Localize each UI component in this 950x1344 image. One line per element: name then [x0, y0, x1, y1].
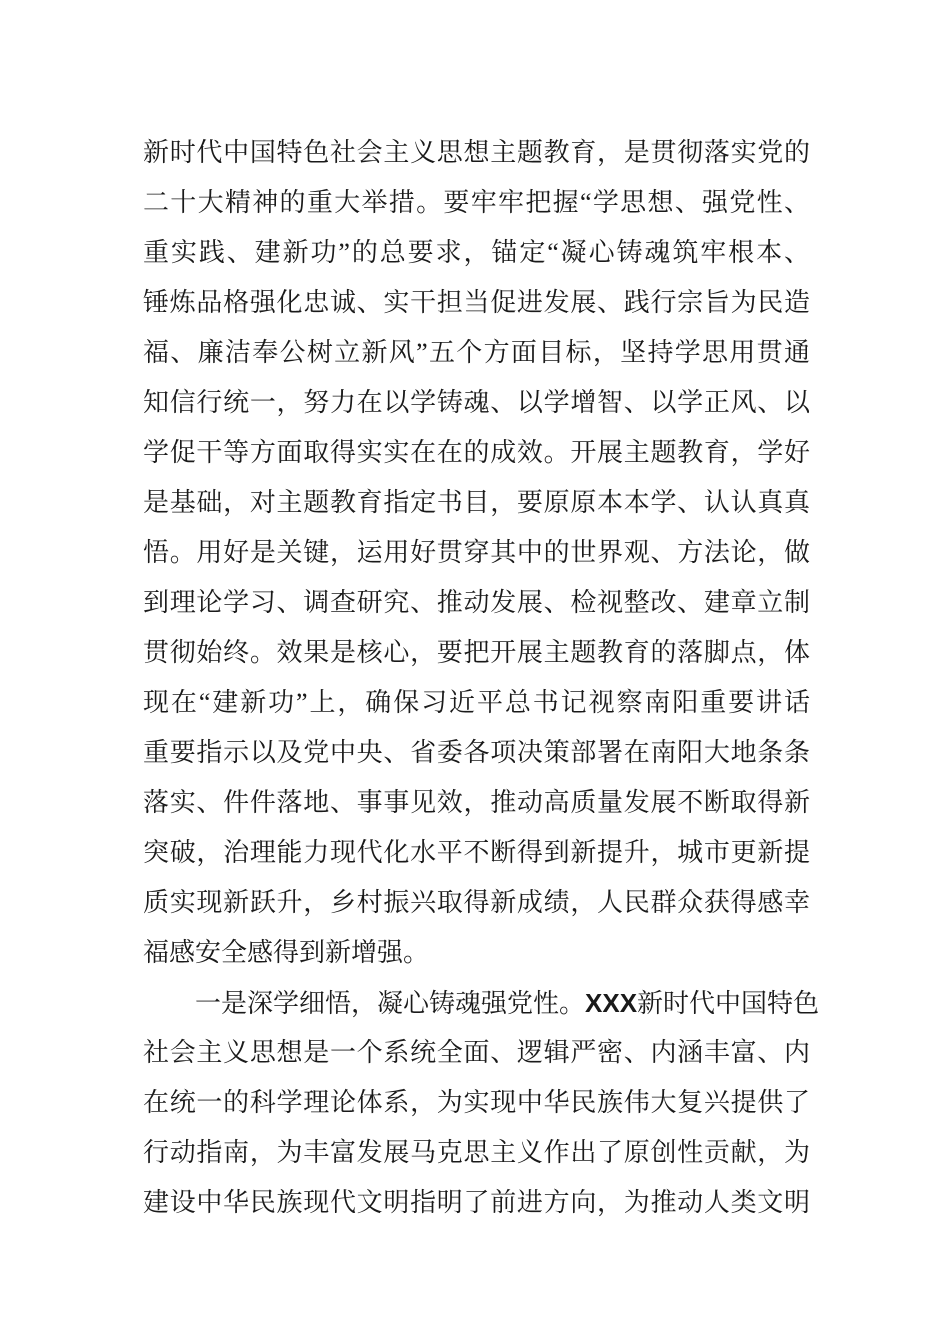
paragraph-1-line-2: 二十大精神的重大举措。要牢牢把握“学思想、强党性、	[143, 188, 810, 217]
paragraph-1-line-8: 是基础，对主题教育指定书目，要原原本本学、认认真真	[143, 488, 810, 517]
paragraph-1-line-16: 质实现新跃升，乡村振兴取得新成绩，人民群众获得感幸	[143, 888, 810, 917]
paragraph-2-line-3: 在统一的科学理论体系，为实现中华民族伟大复兴提供了	[143, 1088, 810, 1117]
paragraph-1-line-4: 锤炼品格强化忠诚、实干担当促进发展、践行宗旨为民造	[143, 288, 810, 317]
paragraph-1-line-7: 学促干等方面取得实实在在的成效。开展主题教育，学好	[143, 438, 810, 467]
latin-placeholder-text: XXX	[585, 988, 638, 1018]
paragraph-2-line-4: 行动指南，为丰富发展马克思主义作出了原创性贡献，为	[143, 1138, 810, 1167]
paragraph-1-line-17: 福感安全感得到新增强。	[143, 938, 430, 967]
paragraph-1-line-6: 知信行统一，努力在以学铸魂、以学增智、以学正风、以	[143, 388, 810, 417]
paragraph-2-line-2: 社会主义思想是一个系统全面、逻辑严密、内涵丰富、内	[143, 1038, 810, 1067]
paragraph-1-line-11: 贯彻始终。效果是核心，要把开展主题教育的落脚点，体	[143, 638, 810, 667]
paragraph-1-line-13: 重要指示以及党中央、省委各项决策部署在南阳大地条条	[143, 738, 810, 767]
paragraph-1-line-5: 福、廉洁奉公树立新风”五个方面目标，坚持学思用贯通	[143, 338, 810, 367]
paragraph-1-line-10: 到理论学习、调查研究、推动发展、检视整改、建章立制	[143, 588, 810, 617]
paragraph-1-line-12: 现在“建新功”上，确保习近平总书记视察南阳重要讲话	[143, 688, 810, 717]
paragraph-1-line-9: 悟。用好是关键，运用好贯穿其中的世界观、方法论，做	[143, 538, 810, 567]
paragraph-1-line-1: 新时代中国特色社会主义思想主题教育，是贯彻落实党的	[143, 138, 810, 167]
paragraph-1-line-14: 落实、件件落地、事事见效，推动高质量发展不断取得新	[143, 788, 810, 817]
document-body	[143, 128, 820, 1228]
paragraph-2-line-1: 一是深学细悟，凝心铸魂强党性。XXX新时代中国特色	[195, 988, 820, 1018]
paragraph-1-line-15: 突破，治理能力现代化水平不断得到新提升，城市更新提	[143, 838, 810, 867]
paragraph-1-line-3: 重实践、建新功”的总要求，锚定“凝心铸魂筑牢根本、	[143, 238, 810, 267]
paragraph-2-line-5: 建设中华民族现代文明指明了前进方向，为推动人类文明	[143, 1188, 810, 1217]
